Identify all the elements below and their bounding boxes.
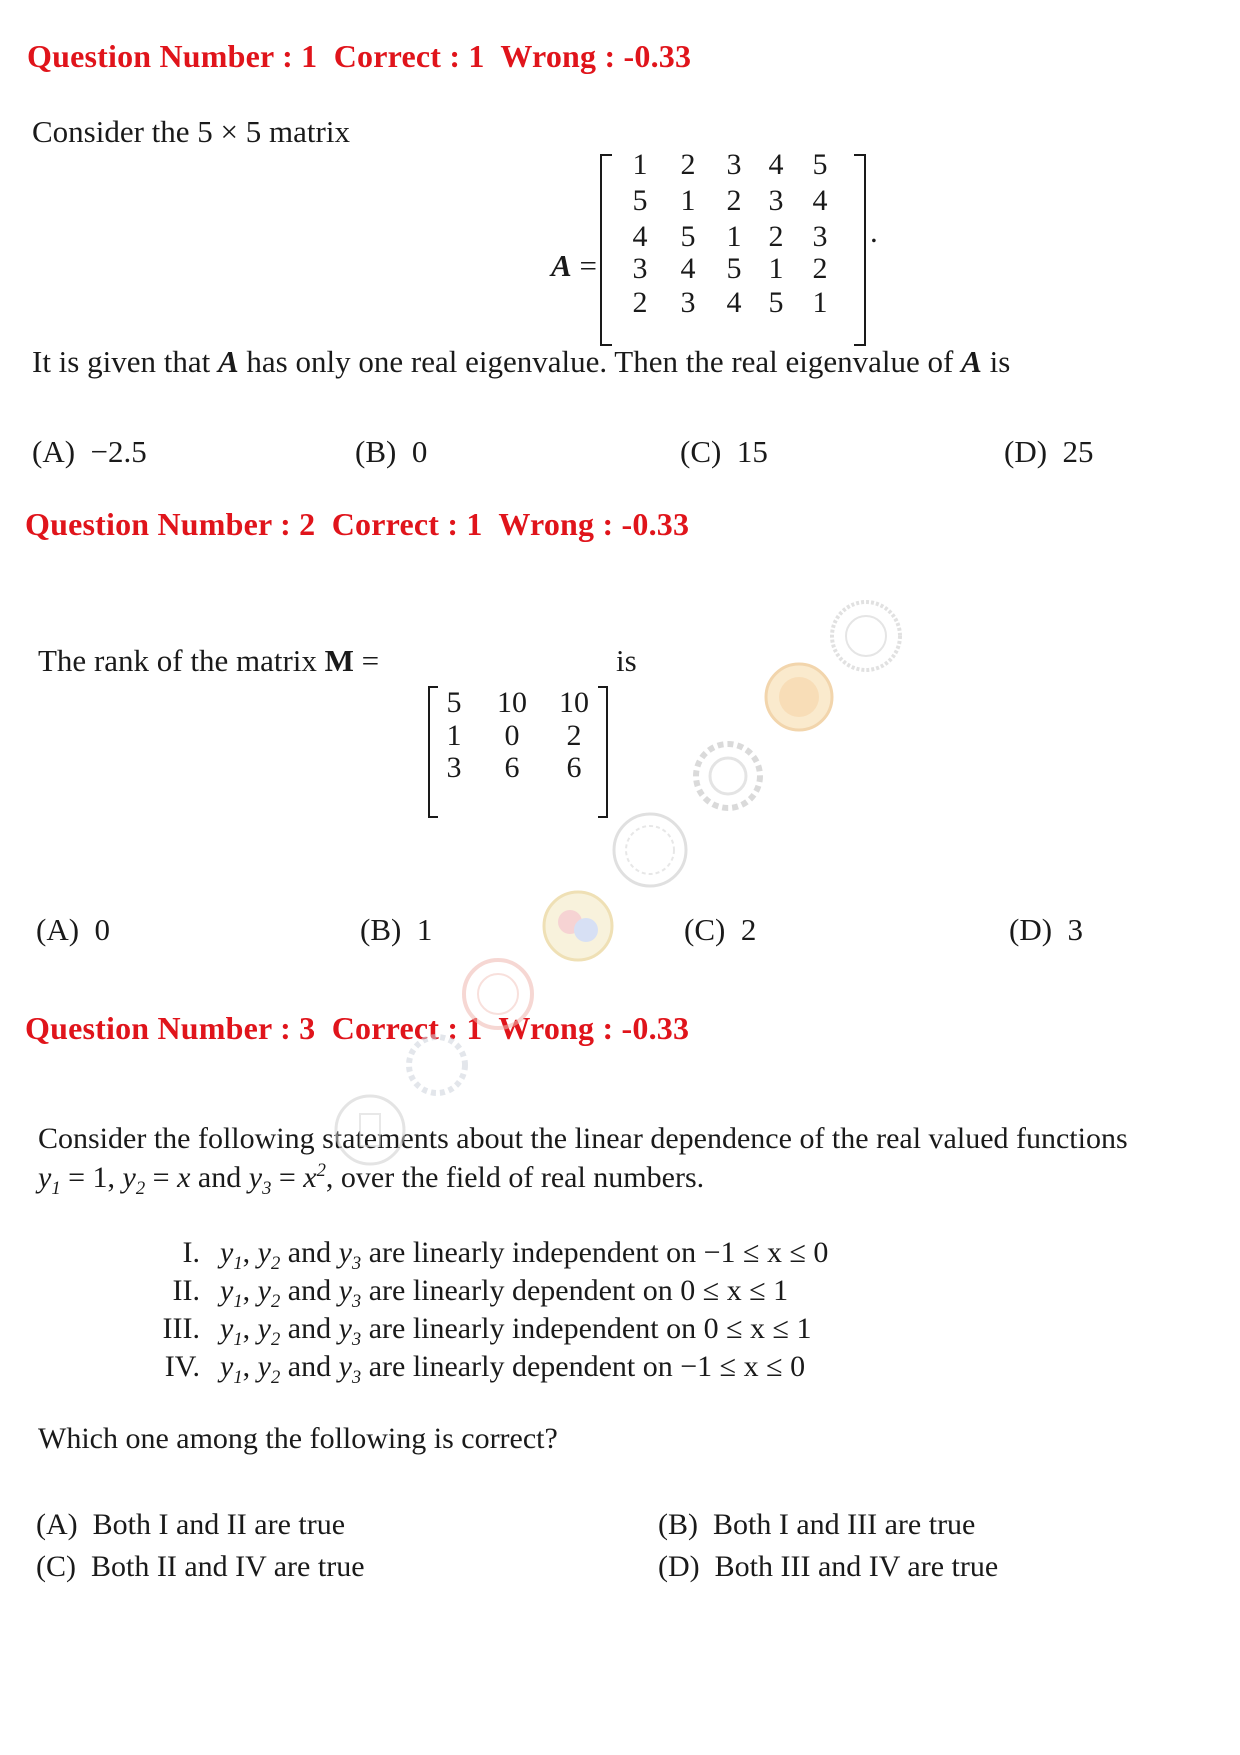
math-expression: $y_1$: [38, 1161, 61, 1199]
matrix-a-cell: 4: [768, 148, 784, 181]
watermark-seal-icon: [330, 1090, 410, 1170]
question-1-header: Question Number : 1 Correct : 1 Wrong : -0.33: [27, 38, 692, 74]
question-3-intro-line-1: Consider the following statements about the linear dependence of the real valued functions: [38, 1122, 1128, 1155]
matrix-a-cell: 2: [632, 286, 648, 319]
statement-text: are linearly dependent on −1 ≤ x ≤ 0: [361, 1350, 806, 1383]
q2-option-c[interactable]: (C) 2: [684, 912, 757, 947]
q2-option-a[interactable]: (A) 0: [36, 912, 111, 947]
right-bracket: [598, 686, 608, 818]
question-3-intro-line-2: $y_1 = 1$, $y_2 = x$ and $y_3 = x^2$, over the field of real numbers.: [38, 1160, 705, 1199]
question-2-stem: The rank of the matrix M =: [38, 643, 380, 678]
matrix-a-cell: 4: [726, 286, 742, 319]
question-1-stem: [32, 344, 1010, 380]
statement-number: II.: [172, 1274, 200, 1307]
matrix-m-cell: 2: [566, 719, 582, 752]
matrix-a-label: A =: [551, 248, 597, 283]
q3-option-d[interactable]: (D) Both III and IV are true: [658, 1550, 999, 1583]
matrix-m-cell: 10: [559, 686, 589, 719]
math-expression: $y_2$: [122, 1161, 146, 1199]
q1-option-d[interactable]: (D) 25: [1004, 434, 1094, 469]
math-expression: $y_3$: [248, 1161, 272, 1199]
matrix-a-cell: 3: [812, 220, 828, 253]
matrix-a-cell: 3: [726, 148, 742, 181]
math-expression: $x^2$: [303, 1160, 326, 1194]
statement-number: I.: [182, 1236, 200, 1269]
statement-list: [130, 1236, 1030, 1396]
matrix-a-cell: 3: [632, 252, 648, 285]
question-2-stem-end: is: [616, 643, 637, 678]
statement-text: are linearly independent on −1 ≤ x ≤ 0: [361, 1236, 829, 1269]
statement-text: are linearly dependent on 0 ≤ x ≤ 1: [361, 1274, 789, 1307]
matrix-m: [420, 686, 640, 816]
matrix-a-symbol: A: [551, 248, 572, 283]
matrix-a-cell: 5: [726, 252, 742, 285]
q2-option-d[interactable]: (D) 3: [1009, 912, 1084, 947]
matrix-symbol: A: [961, 344, 982, 379]
question-3-header: Question Number : 3 Correct : 1 Wrong : -0.33: [25, 1010, 690, 1046]
question-2-header: Question Number : 2 Correct : 1 Wrong : -0.33: [25, 506, 690, 542]
matrix-m-cell: 1: [446, 719, 462, 752]
watermark-seal-icon: [828, 598, 904, 674]
math-expression: x: [177, 1161, 191, 1194]
matrix-a-cell: 3: [680, 286, 696, 319]
q1-option-a[interactable]: (A) −2.5: [32, 434, 147, 469]
matrix-m-symbol: M: [324, 643, 354, 678]
matrix-m-cell: 10: [497, 686, 527, 719]
q1-option-c[interactable]: (C) 15: [680, 434, 768, 469]
stem-text: is: [981, 344, 1011, 379]
matrix-a-cell: 4: [680, 252, 696, 285]
statement-4: $y_1$, $y_2$ and $y_3$ are linearly dependent on −1 ≤ x ≤ 0: [220, 1350, 806, 1388]
matrix-a-cell: 5: [812, 148, 828, 181]
matrix-a-cell: 4: [812, 184, 828, 217]
statement-1: $y_1$, $y_2$ and $y_3$ are linearly independent on −1 ≤ x ≤ 0: [220, 1236, 829, 1274]
q3-option-c[interactable]: (C) Both II and IV are true: [36, 1550, 365, 1583]
stem-text: The rank of the matrix: [38, 643, 325, 678]
statement-3: $y_1$, $y_2$ and $y_3$ are linearly independent on 0 ≤ x ≤ 1: [220, 1312, 812, 1350]
matrix-a-cell: 2: [768, 220, 784, 253]
matrix-a-cell: 2: [726, 184, 742, 217]
question-3-prompt: Which one among the following is correct?: [38, 1422, 558, 1455]
statement-number: III.: [162, 1312, 200, 1345]
matrix-m-cell: 5: [446, 686, 462, 719]
watermark-gear-icon: [688, 734, 768, 820]
matrix-a: [520, 148, 880, 348]
watermark-gear-icon: [402, 1030, 472, 1100]
watermark-seal-icon: [540, 888, 616, 964]
watermark-seal-icon: [762, 660, 836, 734]
intro-line-2-rest: , over the field of real numbers.: [325, 1161, 705, 1194]
matrix-a-cell: 1: [768, 252, 784, 285]
matrix-a-cell: 5: [680, 220, 696, 253]
right-bracket: [854, 154, 866, 346]
matrix-a-cell: 2: [680, 148, 696, 181]
matrix-symbol: A: [217, 344, 239, 379]
matrix-m-cell: 3: [446, 751, 462, 784]
matrix-a-cell: 5: [632, 184, 648, 217]
matrix-a-cell: 1: [632, 148, 648, 181]
question-1-intro: Consider the 5 × 5 matrix: [32, 114, 350, 149]
statement-number: IV.: [164, 1350, 200, 1383]
matrix-a-cell: 3: [768, 184, 784, 217]
matrix-a-cell: 1: [680, 184, 696, 217]
matrix-a-cell: 1: [812, 286, 828, 319]
statement-text: are linearly independent on 0 ≤ x ≤ 1: [361, 1312, 812, 1345]
left-bracket: [600, 154, 612, 346]
q1-option-b[interactable]: (B) 0: [355, 434, 428, 469]
q3-option-b[interactable]: (B) Both I and III are true: [658, 1508, 976, 1541]
matrix-m-cell: 0: [504, 719, 520, 752]
q3-option-a[interactable]: (A) Both I and II are true: [36, 1508, 346, 1541]
matrix-m-cell: 6: [504, 751, 520, 784]
matrix-a-cell: 2: [812, 252, 828, 285]
watermark-seal-icon: [610, 810, 690, 890]
matrix-a-cell: 5: [768, 286, 784, 319]
statement-2: $y_1$, $y_2$ and $y_3$ are linearly dependent on 0 ≤ x ≤ 1: [220, 1274, 789, 1312]
matrix-a-cell: 1: [726, 220, 742, 253]
watermark-seal-icon: [460, 956, 536, 1032]
matrix-a-cell: 4: [632, 220, 648, 253]
matrix-m-cell: 6: [566, 751, 582, 784]
matrix-a-period: .: [870, 214, 878, 249]
stem-text: has only one real eigenvalue. Then the real eigenvalue of: [238, 344, 962, 379]
stem-text: It is given that: [32, 344, 218, 379]
q2-option-b[interactable]: (B) 1: [360, 912, 433, 947]
